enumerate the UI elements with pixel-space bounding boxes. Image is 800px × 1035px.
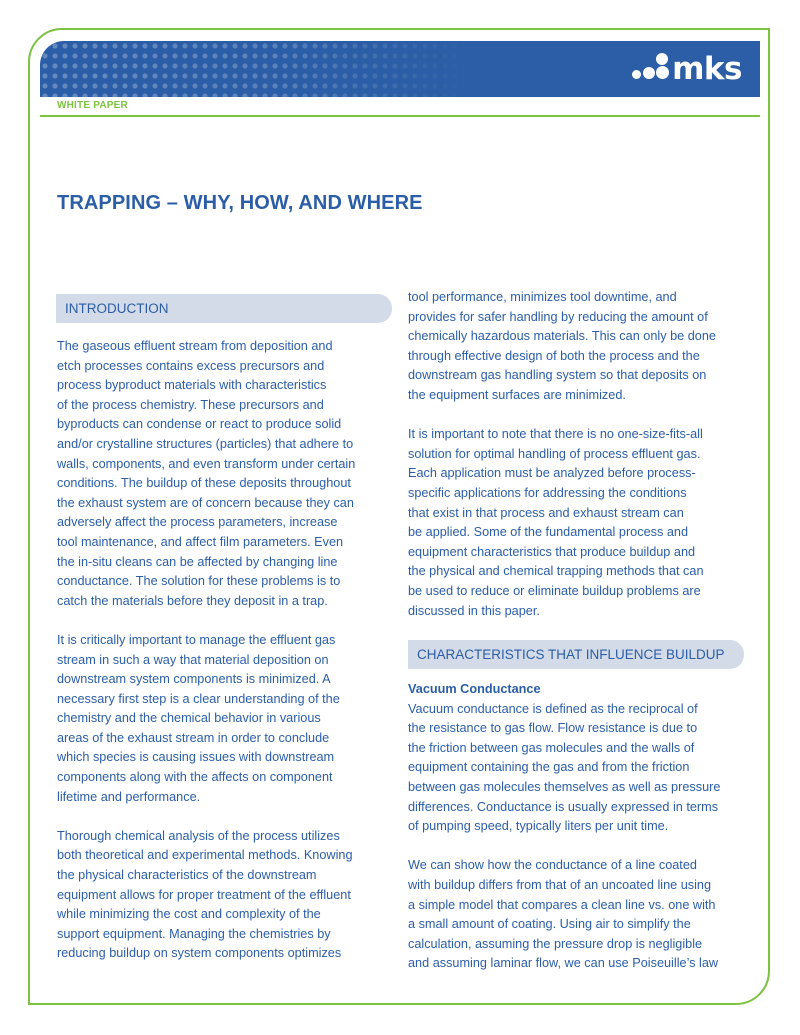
- document-type-label: WHITE PAPER: [57, 100, 128, 111]
- text-line: reducing buildup on system components optimizes: [57, 946, 342, 961]
- text-line: provides for safer handling by reducing the amount of: [408, 309, 708, 324]
- left-column: [57, 337, 387, 964]
- text-line: the resistance to gas flow. Flow resistance is due to: [408, 721, 698, 736]
- text-line: that exist in that process and exhaust stream can: [408, 505, 684, 520]
- text-line: of the process chemistry. These precursors and: [57, 397, 324, 412]
- text-line: We can show how the conductance of a line coated: [408, 858, 697, 873]
- text-line: walls, components, and even transform under certain: [57, 456, 356, 471]
- right-column-lower: [408, 680, 748, 974]
- text-line: with buildup differs from that of an uncoated line using: [408, 877, 712, 892]
- text-line: Thorough chemical analysis of the process utilizes: [57, 828, 340, 843]
- text-line: specific applications for addressing the conditions: [408, 485, 687, 500]
- section-heading-introduction: INTRODUCTION: [56, 294, 392, 323]
- text-line: between gas molecules themselves as well as pressure: [408, 779, 721, 794]
- text-line: process byproduct materials with characteristics: [57, 378, 327, 393]
- text-line: the exhaust system are of concern because they can: [57, 495, 354, 510]
- text-line: It is important to note that there is no one-size-fits-all: [408, 427, 703, 442]
- page-title: TRAPPING – WHY, HOW, AND WHERE: [57, 192, 423, 214]
- text-line: calculation, assuming the pressure drop is negligible: [408, 936, 703, 951]
- intro-paragraph-3: [57, 827, 387, 964]
- text-line: Each application must be analyzed before process-: [408, 466, 696, 481]
- text-line: of pumping speed, typically liters per unit time.: [408, 819, 669, 834]
- text-line: both theoretical and experimental methods. Knowing: [57, 848, 353, 863]
- text-line: The gaseous effluent stream from deposition and: [57, 339, 333, 353]
- text-line: catch the materials before they deposit in a trap.: [57, 593, 328, 608]
- text-line: which species is causing issues with downstream: [57, 750, 335, 765]
- mks-logo: [630, 49, 742, 89]
- text-line: solution for optimal handling of process effluent gas.: [408, 446, 701, 461]
- text-line: byproducts can condense or react to produce solid: [57, 417, 342, 432]
- text-line: stream in such a way that material deposition on: [57, 652, 329, 667]
- text-line: conductance. The solution for these problems is to: [57, 574, 341, 589]
- text-line: be applied. Some of the fundamental process and: [408, 525, 689, 540]
- text-line: conditions. The buildup of these deposits throughout: [57, 476, 351, 491]
- conductance-paragraph-1: [408, 700, 748, 837]
- subheading-vacuum-conductance: Vacuum Conductance: [408, 682, 541, 696]
- text-line: It is critically important to manage the effluent gas: [57, 632, 336, 647]
- text-line: components along with the affects on component: [57, 770, 333, 785]
- text-line: and assuming laminar flow, we can use Poiseuille’s law: [408, 956, 719, 971]
- text-line: the physical characteristics of the downstream: [57, 868, 317, 883]
- header-banner: [40, 41, 760, 97]
- section-heading-characteristics: CHARACTERISTICS THAT INFLUENCE BUILDUP: [408, 640, 744, 669]
- text-line: lifetime and performance.: [57, 789, 201, 804]
- intro-paragraph-5: [408, 425, 748, 621]
- text-line: equipment containing the gas and from the friction: [408, 760, 690, 775]
- dot-pattern: [40, 41, 470, 97]
- text-line: areas of the exhaust stream in order to conclude: [57, 730, 330, 745]
- logo-text: mks: [672, 51, 742, 87]
- text-line: downstream system components is minimized. A: [57, 672, 331, 687]
- text-line: through effective design of both the process and the: [408, 348, 700, 363]
- text-line: chemically hazardous materials. This can only be done: [408, 329, 716, 344]
- text-line: discussed in this paper.: [408, 603, 540, 618]
- logo-dots-icon: [630, 49, 670, 89]
- text-line: tool performance, minimizes tool downtime, and: [408, 290, 677, 304]
- text-line: tool maintenance, and affect film parameters. Even: [57, 534, 344, 549]
- text-line: equipment characteristics that produce buildup and: [408, 544, 696, 559]
- text-line: support equipment. Managing the chemistries by: [57, 926, 331, 941]
- text-line: be used to reduce or eliminate buildup problems are: [408, 583, 701, 598]
- text-line: Vacuum conductance is defined as the reciprocal of: [408, 701, 698, 716]
- text-line: differences. Conductance is usually expressed in terms: [408, 799, 719, 814]
- intro-paragraph-2: [57, 631, 387, 807]
- text-line: necessary first step is a clear understanding of the: [57, 691, 340, 706]
- text-line: chemistry and the chemical behavior in various: [57, 711, 321, 726]
- text-line: downstream gas handling system so that deposits on: [408, 368, 707, 383]
- right-column: [408, 288, 748, 621]
- text-line: the in-situ cleans can be affected by changing line: [57, 554, 338, 569]
- intro-paragraph-4: [408, 288, 748, 406]
- conductance-paragraph-2: [408, 856, 748, 974]
- text-line: and/or crystalline structures (particles) that adhere to: [57, 436, 354, 451]
- text-line: equipment allows for proper treatment of the effluent: [57, 887, 351, 902]
- intro-paragraph-1: [57, 337, 387, 611]
- text-line: while minimizing the cost and complexity of the: [57, 907, 321, 922]
- text-line: etch processes contains excess precursors and: [57, 358, 325, 373]
- text-line: a small amount of coating. Using air to simplify the: [408, 917, 691, 932]
- text-line: adversely affect the process parameters, increase: [57, 515, 338, 530]
- text-line: the physical and chemical trapping methods that can: [408, 564, 704, 579]
- header-divider: [40, 115, 760, 117]
- text-line: the friction between gas molecules and the walls of: [408, 740, 695, 755]
- text-line: the equipment surfaces are minimized.: [408, 387, 626, 402]
- text-line: a simple model that compares a clean line vs. one with: [408, 897, 716, 912]
